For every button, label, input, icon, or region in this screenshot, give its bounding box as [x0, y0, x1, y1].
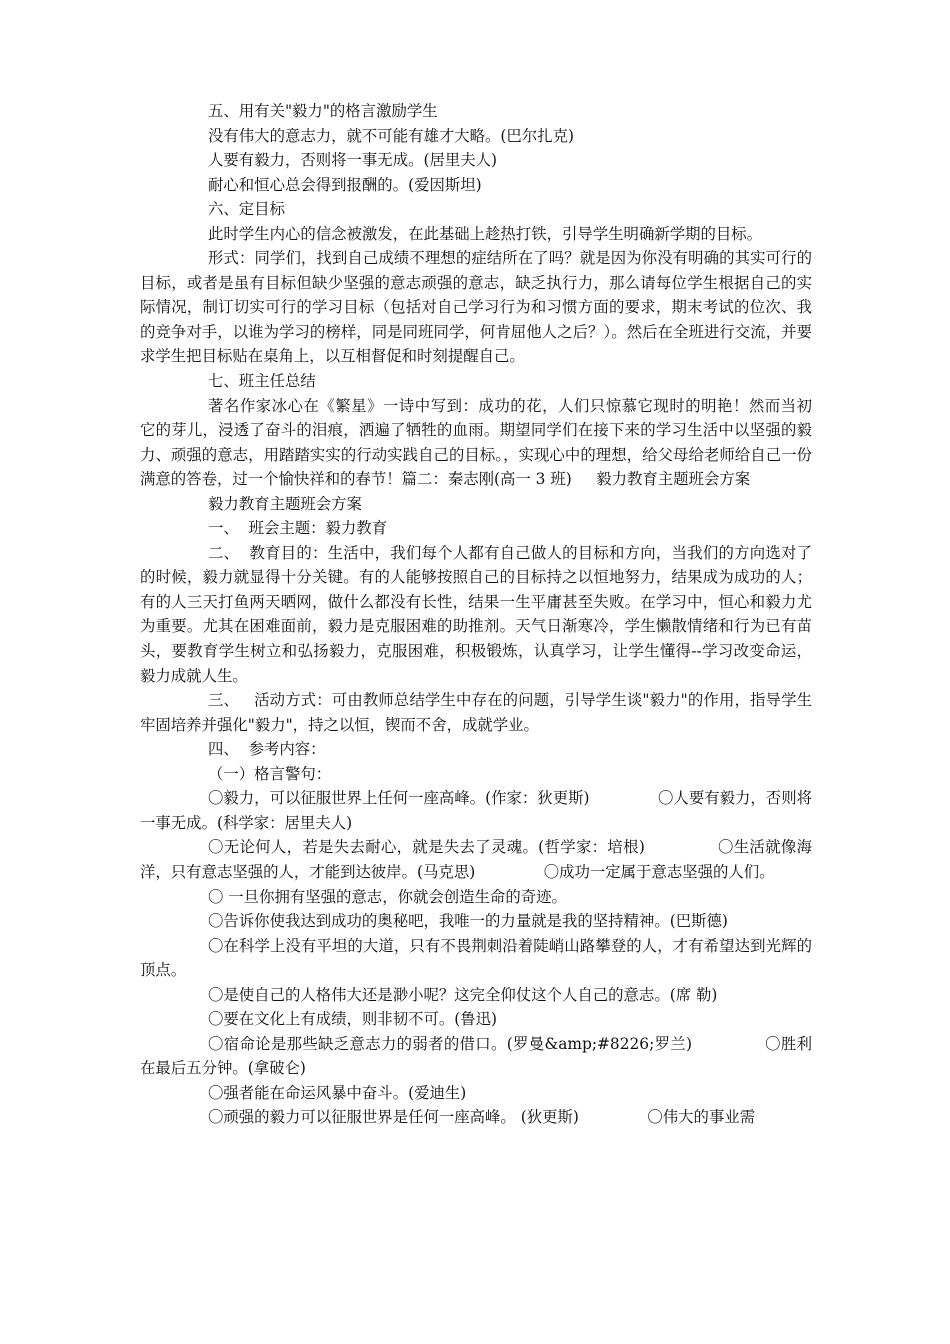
section-heading-6: 六、定目标: [208, 200, 285, 219]
document-body: [140, 99, 817, 1130]
quote-list-item: 〇告诉你使我达到成功的奥秘吧，我唯一的力量就是我的坚持精神。(巴斯德): [208, 912, 728, 931]
body-paragraph: 形式：同学们，找到自己成绩不理想的症结所在了吗？就是因为你没有明确的其实可行的目标，或者是虽有目标但缺少坚强的意志顽强的意志，缺乏执行力，那么请每位学生根据自己的实际情况，制订切实可行的学习目标（包括对自己学习行为和习惯方面的要求，期末考试的位次、我的竞争对手，以谁为学习的榜样，同是同班同学，何肯屈他人之后？）。然后在全班进行交流，并要求学生把目标贴在桌角上，以互相督促和时刻提醒自己。: [140, 249, 812, 366]
plan-item-4: 四、 参考内容：: [208, 740, 326, 759]
quote-list-item: 〇是使自己的人格伟大还是渺小呢？这完全仰仗这个人自己的意志。(席 勒): [208, 985, 718, 1004]
subsection-heading: （一）格言警句：: [208, 764, 332, 783]
quote-list-item: 〇顽强的毅力可以征服世界是任何一座高峰。 (狄更斯) 〇伟大的事业需: [208, 1108, 756, 1127]
quote-list-item: 〇在科学上没有平坦的大道，只有不畏荆刺沿着陡峭山路攀登的人，才有希望达到光辉的顶点。: [140, 936, 812, 980]
quote-list-item: 〇 一旦你拥有坚强的意志，你就会创造生命的奇迹。: [208, 887, 567, 906]
quote-list-item: 〇要在文化上有成绩，则非韧不可。(鲁迅): [208, 1010, 498, 1029]
quote-line: 人要有毅力，否则将一事无成。(居里夫人): [208, 151, 498, 170]
plan-item-3: 三、 活动方式：可由教师总结学生中存在的问题，引导学生谈"毅力"的作用，指导学生牢固培养并强化"毅力"，持之以恒，锲而不舍，成就学业。: [140, 691, 812, 734]
quote-list-item: 〇宿命论是那些缺乏意志力的弱者的借口。(罗曼&amp;#8226;罗兰) 〇胜利在最后五分钟。(拿破仑): [140, 1034, 812, 1078]
body-paragraph: 著名作家冰心在《繁星》一诗中写到：成功的花，人们只惊慕它现时的明艳！然而当初 它的芽儿，浸透了奋斗的泪痕，洒遍了牺牲的血雨。期望同学们在接下来的学习生活中以坚强的毅力、顽强的意志，用踏踏实实的行动实践自己的目标。，实现心中的理想，给父母给老师给自己一份满意的答卷，过一个愉快祥和的春节！篇二：秦志刚(高一 3 班) 毅力教育主题班会方案: [140, 396, 817, 489]
body-paragraph: 此时学生内心的信念被激发，在此基础上趁热打铁，引导学生明确新学期的目标。: [208, 224, 763, 243]
plan-item-2: 二、 教育目的：生活中，我们每个人都有自己做人的目标和方向，当我们的方向选对了的时候，毅力就显得十分关键。有的人能够按照自己的目标持之以恒地努力，结果成为成功的人；有的人三天打鱼两天晒网，做什么都没有长性，结果一生平庸甚至失败。在学习中，恒心和毅力尤为重要。尤其在困难面前，毅力是克服困难的助推剂。天气日渐寒冷，学生懒散情绪和行为已有苗头，要教育学生树立和弘扬毅力，克服困难，积极锻炼，认真学习，让学生懂得--学习改变命运，毅力成就人生。: [140, 543, 812, 685]
quote-line: 耐心和恒心总会得到报酬的。(爱因斯坦): [208, 175, 482, 194]
quote-line: 没有伟大的意志力，就不可能有雄才大略。(巴尔扎克): [208, 126, 574, 145]
quote-list-item: 〇强者能在命运风暴中奋斗。(爱迪生): [208, 1083, 467, 1102]
quote-list-item: 〇无论何人，若是失去耐心，就是失去了灵魂。(哲学家：培根) 〇生活就像海洋，只有意志坚强的人，才能到达彼岸。(马克思) 〇成功一定属于意志坚强的人们。: [140, 838, 812, 881]
quote-list-item: 〇毅力，可以征服世界上任何一座高峰。(作家：狄更斯) 〇人要有毅力，否则将一事无成。(科学家：居里夫人): [140, 789, 812, 832]
section-heading-7: 七、班主任总结: [208, 372, 316, 391]
plan-item-1: 一、 班会主题：毅力教育: [208, 519, 388, 538]
section-heading-5: 五、用有关"毅力"的格言激励学生: [208, 102, 438, 120]
plan-title: 毅力教育主题班会方案: [208, 494, 362, 513]
